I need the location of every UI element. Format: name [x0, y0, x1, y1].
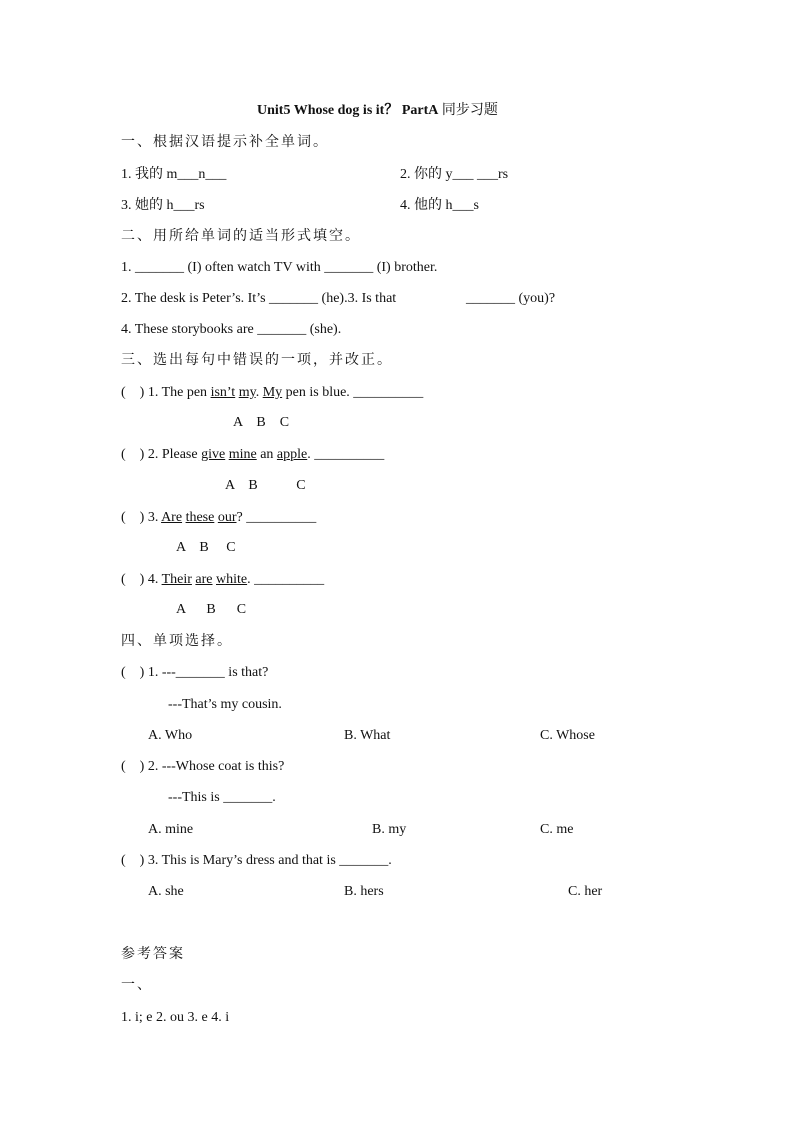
q-prefix: ( ) 1. The pen [121, 385, 211, 400]
label-b: B [206, 602, 216, 617]
option-b-word: my [238, 385, 256, 400]
s4-q1-option-c: C. Whose [540, 728, 595, 743]
label-c: C [279, 415, 290, 430]
q-suffix: pen is blue. __________ [282, 385, 424, 400]
document-title [257, 103, 498, 119]
s4-q2-option-c: C. me [540, 822, 574, 837]
section-2-heading: 二、用所给单词的适当形式填空。 [121, 229, 361, 244]
s4-q3-option-c: C. her [568, 884, 603, 899]
label-c: C [296, 478, 306, 493]
s4-q1-option-a: A. Who [148, 728, 193, 743]
s4-q1-line2: ---That’s my cousin. [168, 697, 282, 712]
s3-q2-labels [225, 478, 306, 494]
s4-q2-line2: ---This is _______. [168, 790, 276, 805]
option-c-word: our [217, 510, 237, 525]
s2-q3-blank: _______ (you)? [466, 291, 556, 306]
s4-q3-stem: ( ) 3. This is Mary’s dress and that is _______. [121, 853, 392, 868]
label-b: B [248, 478, 258, 493]
s3-q4 [121, 572, 324, 588]
section-1-heading: 一、根据汉语提示补全单词。 [121, 135, 329, 150]
q-text: an [256, 447, 277, 462]
s3-q4-labels [176, 602, 246, 618]
option-c-word: My [262, 385, 283, 400]
title-zh: 同步习题 [441, 103, 498, 118]
label-b: B [199, 540, 209, 555]
s4-q1-option-b: B. What [344, 728, 391, 743]
s2-q4: 4. These storybooks are _______ (she). [121, 322, 342, 337]
s4-q3-option-a: A. she [148, 884, 184, 899]
q-prefix: ( ) 3. [121, 510, 162, 525]
s4-q3-option-b: B. hers [344, 884, 384, 899]
s1-q2: 2. 你的 y___ ___rs [400, 167, 509, 182]
answers-section-1: 一、 [121, 978, 153, 993]
s2-q1: 1. _______ (I) often watch TV with _______ (I) brother. [121, 260, 438, 275]
s1-q3: 3. 她的 h___rs [121, 198, 205, 213]
label-b: B [256, 415, 266, 430]
s2-q2: 2. The desk is Peter’s. It’s _______ (he).3. Is that [121, 291, 397, 306]
label-a: A [176, 602, 186, 617]
s3-q3-labels [176, 540, 236, 556]
q-suffix: ? __________ [236, 510, 317, 525]
option-b-word: these [185, 510, 215, 525]
q-suffix: . __________ [307, 447, 385, 462]
label-a: A [225, 478, 235, 493]
option-b-word: are [195, 572, 213, 587]
title-en: Unit5 Whose dog is it？ PartA [257, 103, 439, 118]
s1-q4: 4. 他的 h___s [400, 198, 479, 213]
s3-q2 [121, 447, 384, 463]
q-text: . [255, 385, 263, 400]
section-4-heading: 四、单项选择。 [121, 634, 233, 649]
s4-q1-stem: ( ) 1. ---_______ is that? [121, 665, 269, 680]
s3-q1 [121, 385, 423, 401]
answers-line-1: 1. i; e 2. ou 3. e 4. i [121, 1010, 230, 1025]
s4-q2-stem: ( ) 2. ---Whose coat is this? [121, 759, 285, 774]
section-3-heading: 三、选出每句中错误的一项，并改正。 [121, 353, 393, 368]
option-a-word: Their [161, 572, 192, 587]
label-a: A [176, 540, 186, 555]
option-a-word: give [201, 447, 226, 462]
label-a: A [233, 415, 243, 430]
q-suffix: . __________ [247, 572, 325, 587]
s1-q1: 1. 我的 m___n___ [121, 167, 227, 182]
s3-q1-labels [233, 415, 289, 431]
option-b-word: mine [228, 447, 257, 462]
s4-q2-option-b: B. my [372, 822, 407, 837]
s3-q3 [121, 510, 316, 526]
label-c: C [226, 540, 236, 555]
s4-q2-option-a: A. mine [148, 822, 194, 837]
q-prefix: ( ) 2. Please [121, 447, 202, 462]
option-a-word: isn’t [210, 385, 236, 400]
label-c: C [236, 602, 247, 617]
q-prefix: ( ) 4. [121, 572, 162, 587]
option-c-word: white [216, 572, 248, 587]
option-a-word: Are [161, 510, 183, 525]
option-c-word: apple [276, 447, 308, 462]
answers-heading: 参考答案 [121, 947, 185, 962]
